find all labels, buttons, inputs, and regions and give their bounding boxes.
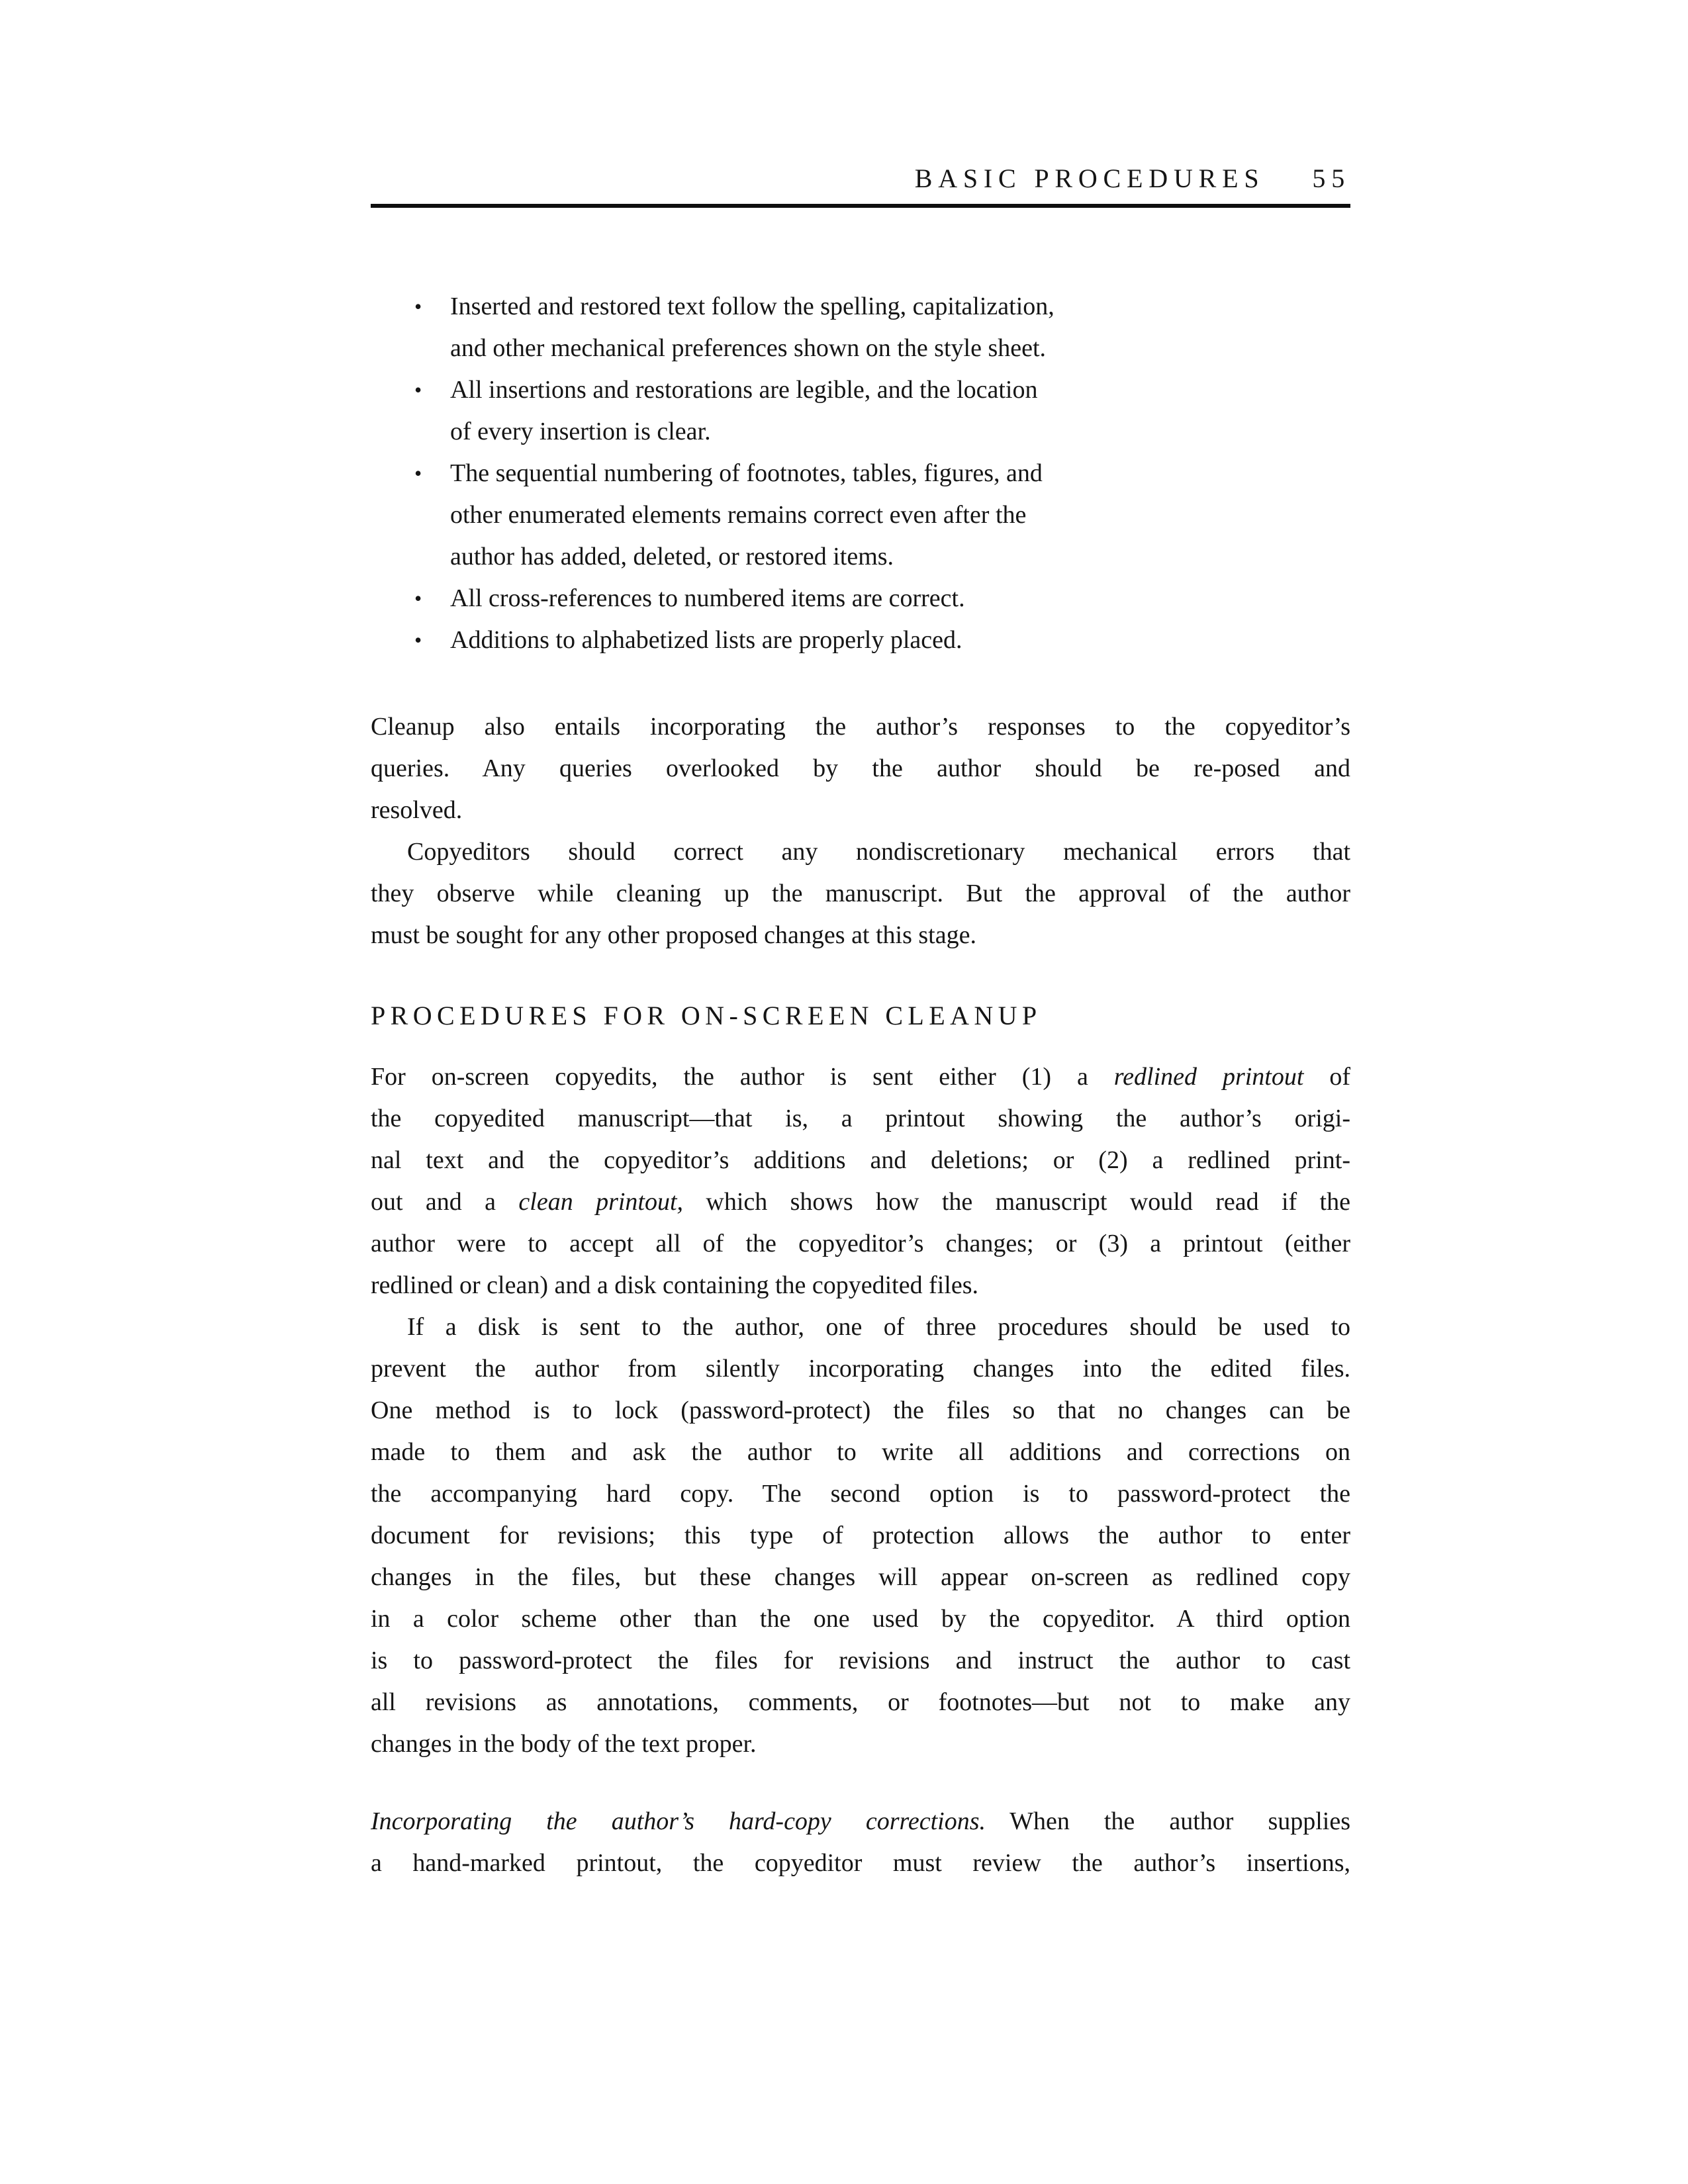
text-line	[371, 1843, 1350, 1884]
text-segment: The sequential numbering of footnotes, tables, figures, and	[450, 459, 1043, 487]
text-segment: prevent the author from silently incorporating changes into the edited files.	[371, 1355, 1350, 1383]
text-line	[371, 831, 1350, 873]
checklist-item	[371, 369, 1261, 453]
text-segment: the copyedited manuscript—that is, a printout showing the author’s origi-	[371, 1105, 1350, 1132]
text-segment: document for revisions; this type of protection allows the author to enter	[371, 1522, 1350, 1549]
text-line	[371, 1473, 1350, 1515]
paragraph-hardcopy-corrections	[371, 1801, 1350, 1884]
text-line	[450, 286, 1261, 328]
text-line	[371, 1140, 1350, 1181]
text-segment: made to them and ask the author to write all additions and corrections on	[371, 1438, 1350, 1466]
text-line	[371, 1598, 1350, 1640]
text-segment: nal text and the copyeditor’s additions and deletions; or (2) a redlined print-	[371, 1146, 1350, 1174]
text-line	[371, 915, 1350, 956]
text-segment: All insertions and restorations are legible, and the location	[450, 376, 1038, 404]
text-line	[371, 873, 1350, 915]
text-line	[371, 790, 1350, 831]
text-segment: changes in the files, but these changes will appear on-screen as redlined copy	[371, 1563, 1350, 1591]
text-segment: of	[1303, 1063, 1351, 1091]
text-segment: Inserted and restored text follow the spelling, capitalization,	[450, 293, 1055, 320]
text-line	[450, 453, 1261, 494]
text-segment: they observe while cleaning up the manuscript. But the approval of the author	[371, 880, 1350, 907]
text-segment: a hand-marked printout, the copyeditor must review the author’s insertions,	[371, 1849, 1350, 1877]
paragraph-cleanup-queries	[371, 706, 1350, 831]
checklist-item	[371, 578, 1261, 619]
text-line	[450, 411, 1261, 453]
text-line	[371, 706, 1350, 748]
bullet-icon: •	[414, 628, 422, 652]
text-segment: Copyeditors should correct any nondiscretionary mechanical errors that	[407, 838, 1350, 866]
text-line	[371, 1432, 1350, 1473]
text-line	[371, 1348, 1350, 1390]
text-line	[371, 1306, 1350, 1348]
text-segment: author were to accept all of the copyeditor’s changes; or (3) a printout (either	[371, 1230, 1350, 1257]
text-segment: Additions to alphabetized lists are properly placed.	[450, 626, 962, 654]
text-segment: is to password-protect the files for revisions and instruct the author to cast	[371, 1647, 1350, 1674]
text-line	[371, 748, 1350, 790]
text-line	[371, 1181, 1350, 1223]
text-line	[371, 1557, 1350, 1598]
paragraph-nondiscretionary-errors	[371, 831, 1350, 956]
text-segment: of every insertion is clear.	[450, 418, 711, 445]
text-segment: For on-screen copyedits, the author is sent either (1) a	[371, 1063, 1114, 1091]
text-line	[371, 1515, 1350, 1557]
text-line	[450, 619, 1261, 661]
text-segment: which shows how the manuscript would read if the	[683, 1188, 1350, 1216]
text-segment: All cross-references to numbered items are correct.	[450, 584, 965, 612]
text-segment: all revisions as annotations, comments, or footnotes—but not to make any	[371, 1688, 1350, 1716]
paragraph-onscreen-options	[371, 1056, 1350, 1306]
italic-segment: clean printout,	[518, 1188, 684, 1216]
text-segment: and other mechanical preferences shown on the style sheet.	[450, 334, 1047, 362]
text-segment: queries. Any queries overlooked by the author should be re-posed and	[371, 754, 1350, 782]
text-line	[371, 1640, 1350, 1682]
text-line	[450, 536, 1261, 578]
paragraph-disk-procedures	[371, 1306, 1350, 1765]
checklist-item	[371, 619, 1261, 661]
bullet-icon: •	[414, 586, 422, 610]
text-line	[371, 1390, 1350, 1432]
running-head-title: BASIC PROCEDURES	[914, 163, 1265, 193]
italic-segment: redlined printout	[1113, 1063, 1304, 1091]
running-head	[371, 164, 1350, 193]
text-segment: in a color scheme other than the one used by the copyeditor. A third option	[371, 1605, 1350, 1633]
text-segment: If a disk is sent to the author, one of three procedures should be used to	[407, 1313, 1350, 1341]
text-segment: author has added, deleted, or restored items.	[450, 543, 894, 570]
header-rule	[371, 204, 1350, 208]
bullet-icon: •	[414, 461, 422, 485]
text-line	[371, 1801, 1350, 1843]
text-line	[371, 1056, 1350, 1098]
text-segment: Cleanup also entails incorporating the author’s responses to the copyeditor’s	[371, 713, 1350, 741]
text-line	[371, 1682, 1350, 1723]
bullet-icon: •	[414, 378, 422, 402]
text-line	[450, 578, 1261, 619]
text-line	[450, 369, 1261, 411]
checklist-item	[371, 286, 1261, 369]
page-number: 55	[1312, 163, 1350, 193]
text-segment: One method is to lock (password-protect) the files so that no changes can be	[371, 1396, 1350, 1424]
text-line	[450, 328, 1261, 369]
bullet-icon: •	[414, 295, 422, 318]
text-segment: redlined or clean) and a disk containing the copyedited files.	[371, 1271, 979, 1299]
text-segment: other enumerated elements remains correct even after the	[450, 501, 1027, 529]
text-line	[371, 1223, 1350, 1265]
checklist-item	[371, 453, 1261, 578]
text-line	[371, 1723, 1350, 1765]
text-segment: the accompanying hard copy. The second option is to password-protect the	[371, 1480, 1350, 1508]
cleanup-checklist	[371, 286, 1350, 661]
text-line	[450, 494, 1261, 536]
text-segment: must be sought for any other proposed changes at this stage.	[371, 921, 976, 949]
text-segment: out and a	[371, 1188, 519, 1216]
text-segment: When the author supplies	[1009, 1807, 1351, 1835]
section-heading: PROCEDURES FOR ON-SCREEN CLEANUP	[371, 1001, 1042, 1030]
run-in-heading: Incorporating the author’s hard-copy corrections.	[371, 1807, 986, 1835]
text-line	[371, 1098, 1350, 1140]
text-segment: changes in the body of the text proper.	[371, 1730, 757, 1758]
text-line	[371, 1265, 1350, 1306]
text-segment: resolved.	[371, 796, 463, 824]
